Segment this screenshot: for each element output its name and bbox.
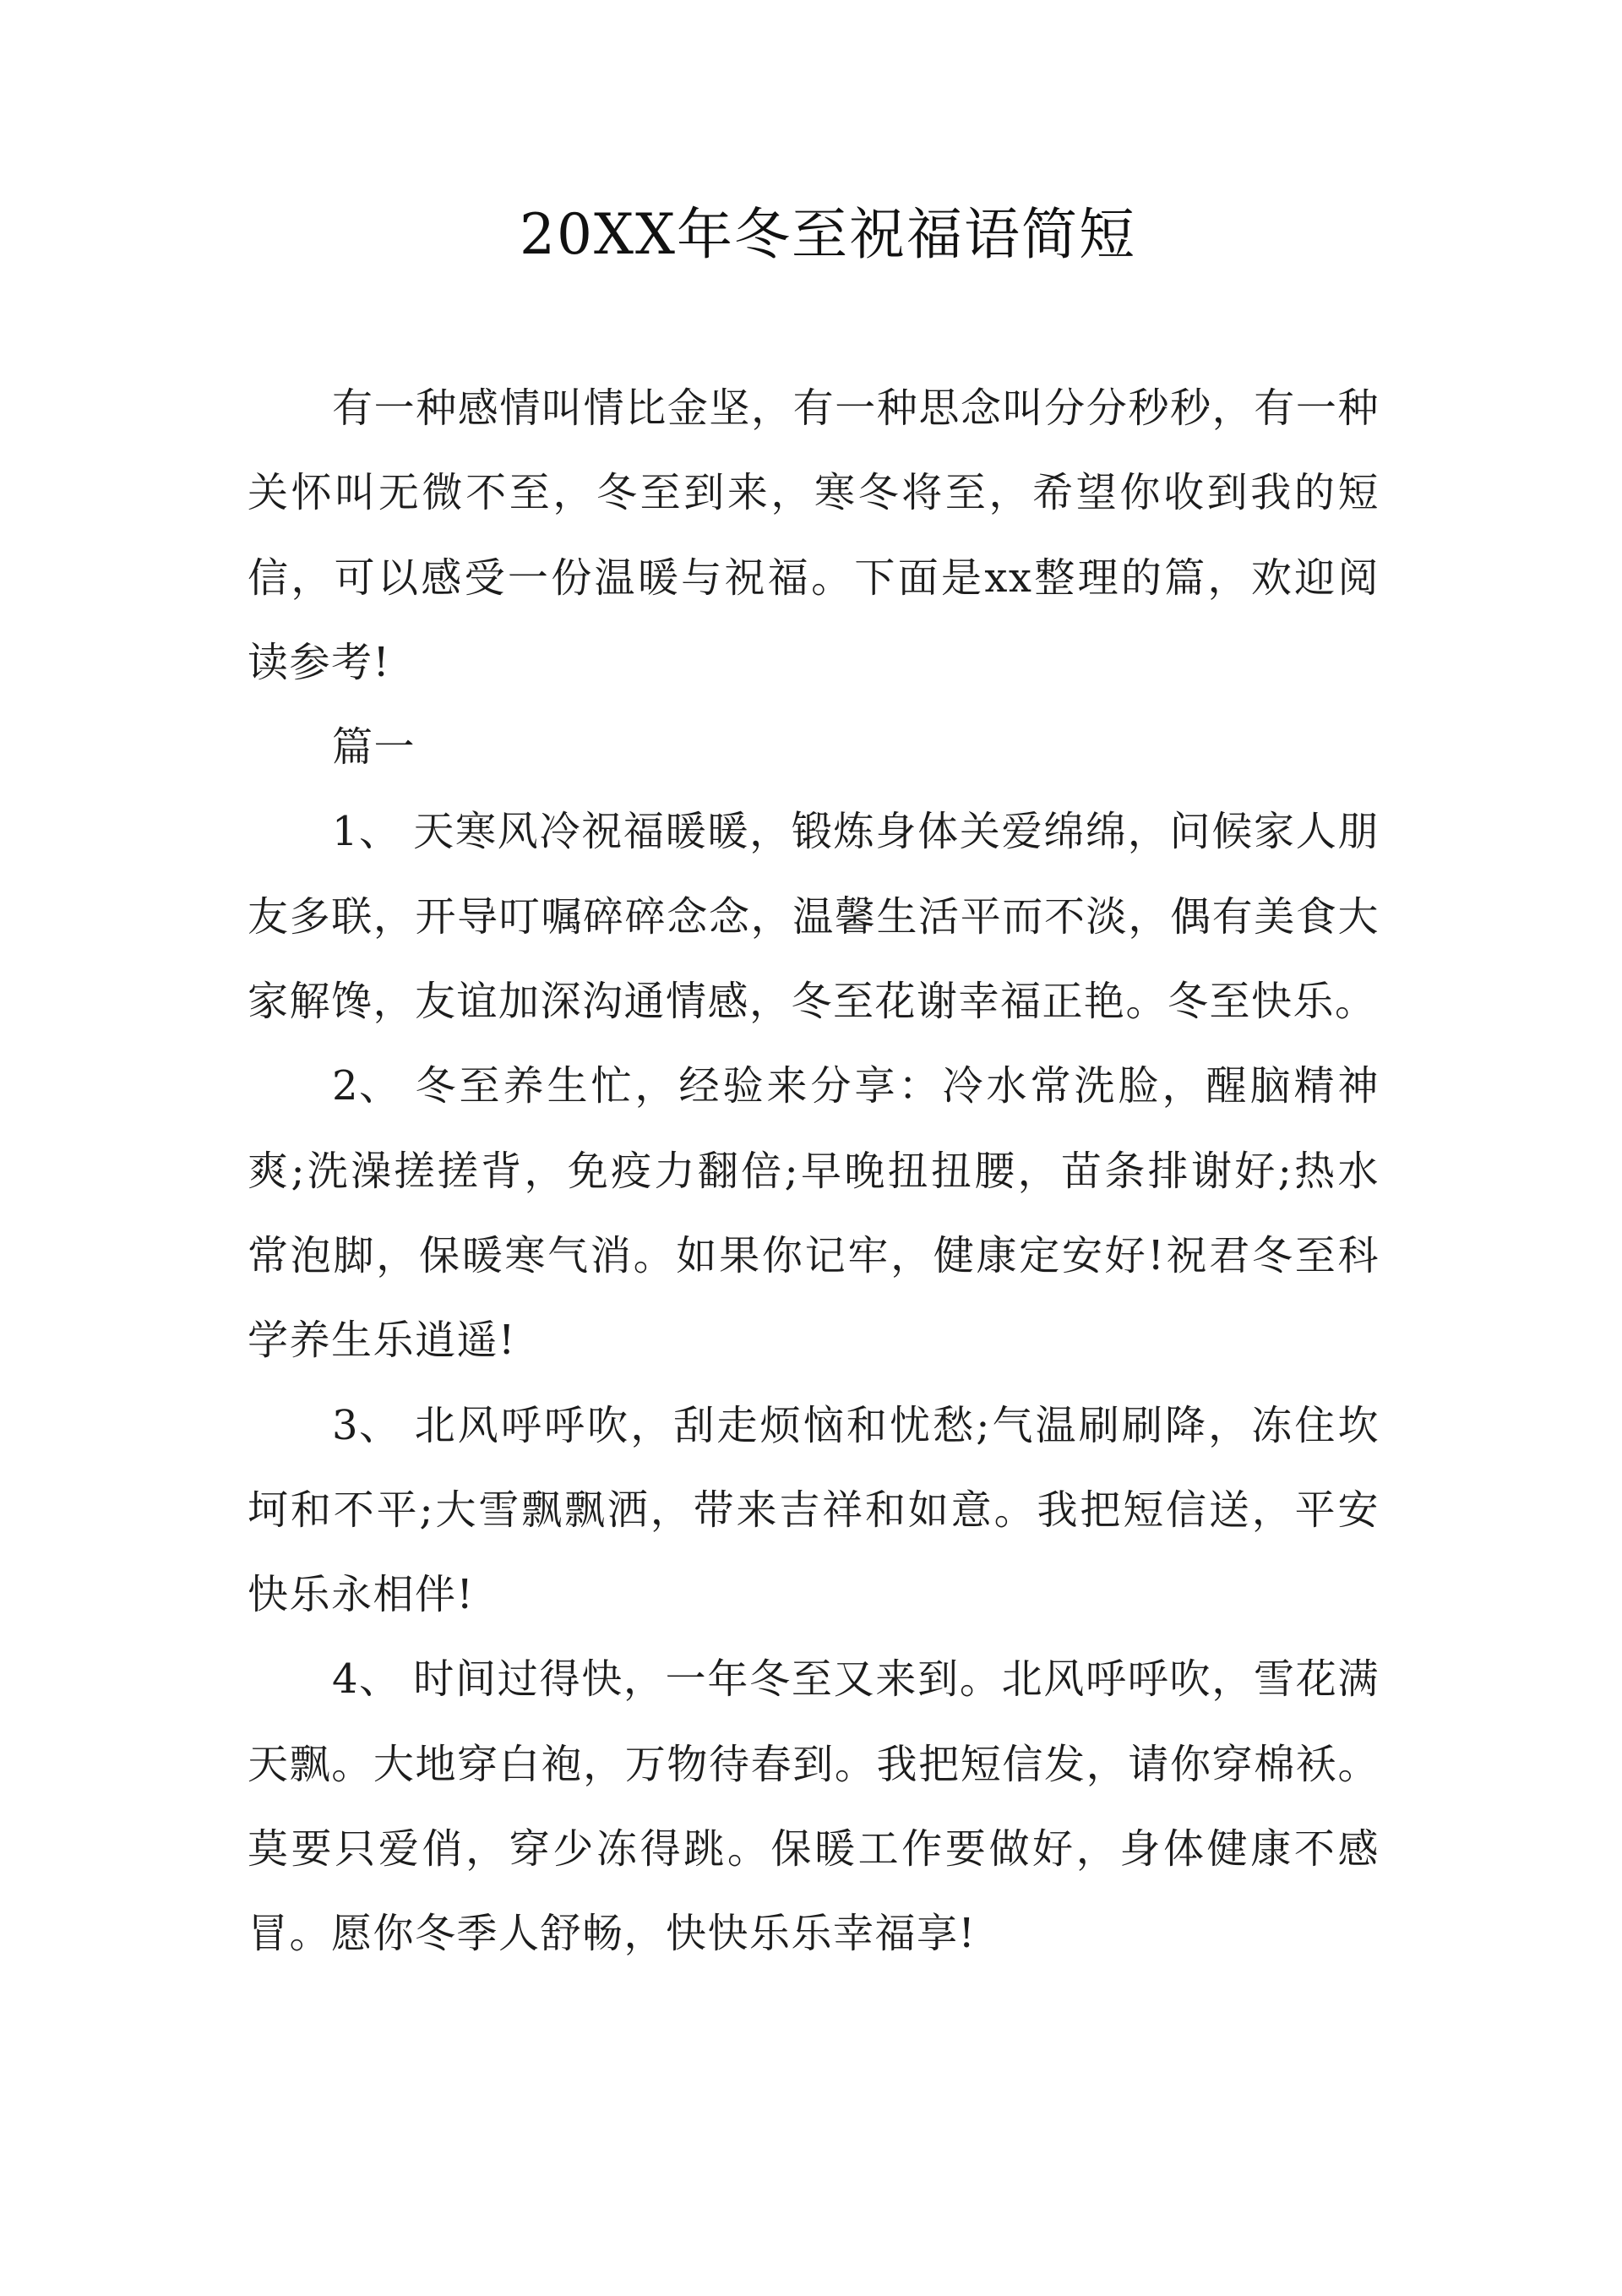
item-text: 北风呼呼吹，刮走烦恼和忧愁;气温刷刷降，冻住坎坷和不平;大雪飘飘洒，带来吉祥和如意。我把短信送，平安快乐永相伴! — [248, 1401, 1380, 1619]
list-item — [248, 789, 1380, 1044]
section-heading: 篇一 — [332, 723, 416, 772]
list-item — [248, 1637, 1380, 1976]
list-item — [248, 1383, 1380, 1638]
item-text: 天寒风冷祝福暖暖，锻炼身体关爱绵绵，问候家人朋友多联，开导叮嘱碎碎念念，温馨生活平而不淡，偶有美食大家解馋，友谊加深沟通情感，冬至花谢幸福正艳。冬至快乐。 — [248, 808, 1380, 1026]
list-item — [248, 1044, 1380, 1383]
item-number: 1、 — [332, 808, 401, 856]
item-number: 4、 — [332, 1655, 401, 1704]
item-number: 2、 — [332, 1062, 401, 1110]
item-number: 3、 — [332, 1401, 401, 1449]
document-body — [248, 366, 1380, 1977]
page-title: 20XX年冬至祝福语简短 — [520, 202, 1136, 267]
item-text: 冬至养生忙，经验来分享：冷水常洗脸，醒脑精神爽;洗澡搓搓背，免疫力翻倍;早晚扭扭腰，苗条排谢好;热水常泡脚，保暖寒气消。如果你记牢，健康定安好!祝君冬至科学养生乐逍遥! — [248, 1062, 1380, 1365]
item-text: 时间过得快，一年冬至又来到。北风呼呼吹，雪花满天飘。大地穿白袍，万物待春到。我把短信发，请你穿棉袄。莫要只爱俏，穿少冻得跳。保暖工作要做好，身体健康不感冒。愿你冬季人舒畅，快快乐乐幸福享! — [248, 1655, 1380, 1958]
intro-paragraph: 有一种感情叫情比金坚，有一种思念叫分分秒秒，有一种关怀叫无微不至，冬至到来，寒冬将至，希望你收到我的短信，可以感受一份温暖与祝福。下面是xx整理的篇，欢迎阅读参考! — [248, 384, 1380, 686]
